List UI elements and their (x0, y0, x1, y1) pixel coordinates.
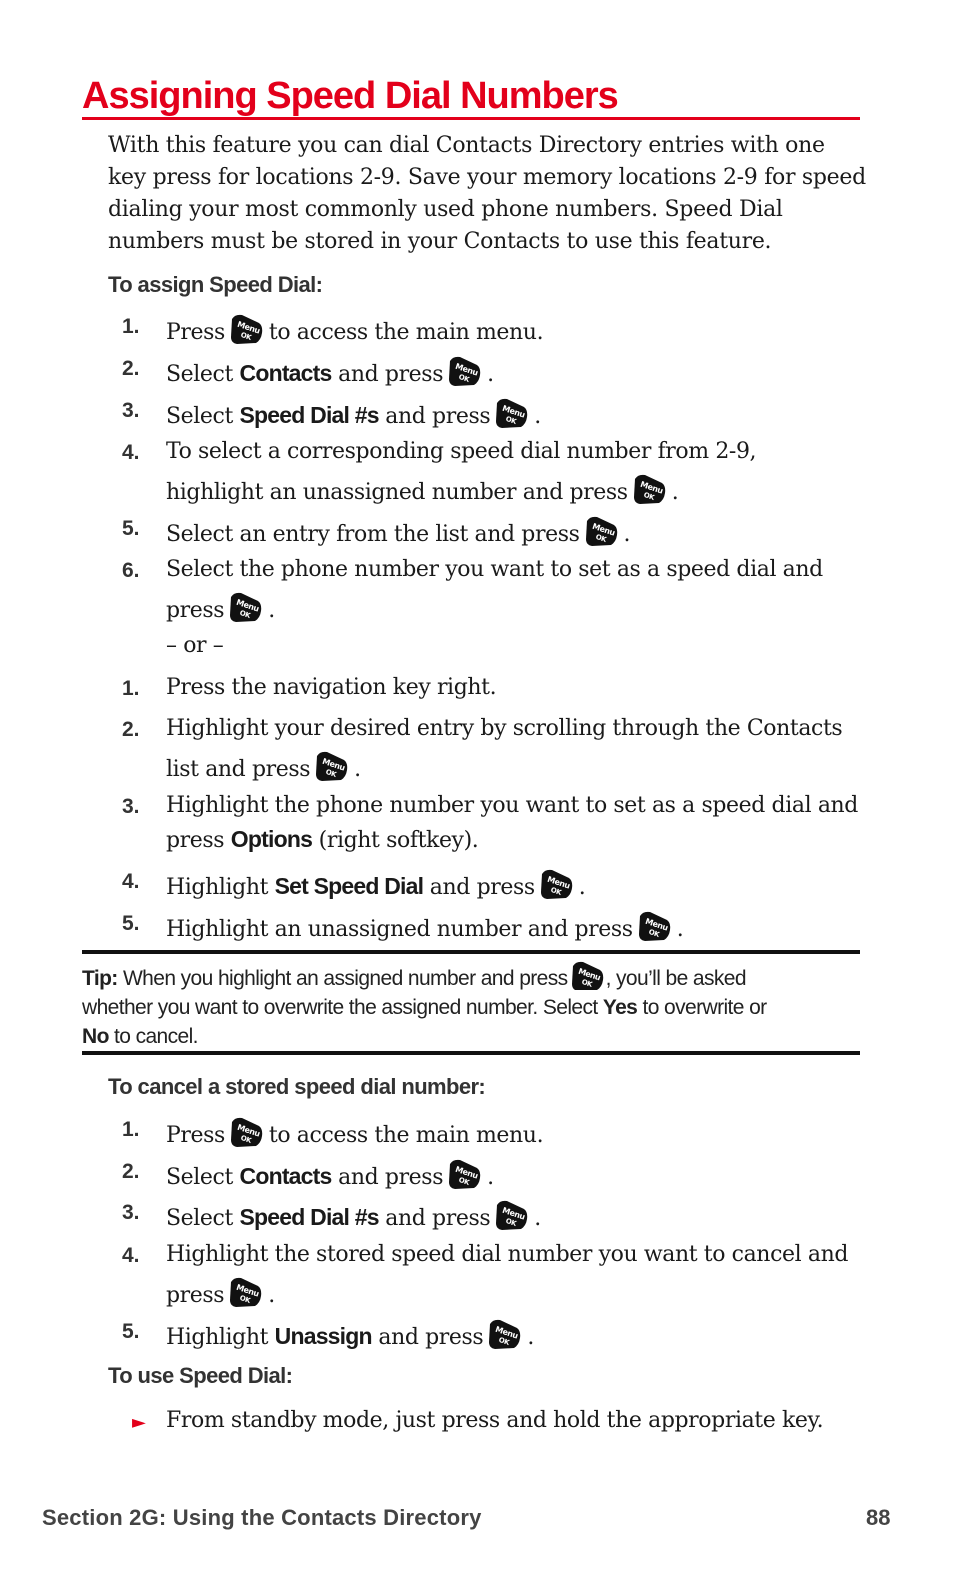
alt-step-3-line1: Highlight the phone number you want to set as a speed dial and (166, 793, 858, 818)
assign-step-4-line1: To select a corresponding speed dial number from 2-9, (166, 439, 757, 464)
assign-step-3: Select Speed Dial #s and press . (166, 397, 541, 429)
step-number: 5. (122, 912, 140, 935)
step-number: 3. (122, 399, 140, 422)
step-number: 4. (122, 441, 140, 464)
step-number: 3. (122, 1201, 140, 1224)
menu-ok-key-icon (487, 1318, 523, 1350)
menu-ok-key-icon (229, 313, 265, 345)
alt-step-4: Highlight Set Speed Dial and press . (166, 868, 585, 900)
page-title: Assigning Speed Dial Numbers (82, 75, 618, 117)
cancel-step-1: Press to access the main menu. (166, 1116, 543, 1148)
page-number: 88 (866, 1505, 891, 1530)
menu-ok-key-icon (539, 868, 575, 900)
assign-step-5: Select an entry from the list and press . (166, 515, 630, 547)
tip-line-2: whether you want to overwrite the assigned number. Select Yes to overwrite or (82, 996, 767, 1019)
menu-ok-key-icon (229, 1116, 265, 1148)
alt-step-2-line1: Highlight your desired entry by scrolling through the Contacts (166, 716, 843, 741)
intro-line: key press for locations 2-9. Save your memory locations 2-9 for speed (108, 165, 866, 190)
intro-line: dialing your most commonly used phone numbers. Speed Dial (108, 197, 783, 222)
intro-paragraph (108, 130, 866, 258)
bullet-arrow-icon: ► (132, 1412, 146, 1433)
step-number: 2. (122, 357, 140, 380)
menu-ok-key-icon (570, 960, 604, 990)
menu-ok-key-icon (228, 1276, 264, 1308)
cancel-step-4-line2: press . (166, 1276, 275, 1308)
step-number: 4. (122, 870, 140, 893)
cancel-step-4-line1: Highlight the stored speed dial number you want to cancel and (166, 1242, 849, 1267)
assign-step-6-line1: Select the phone number you want to set as a speed dial and (166, 557, 823, 582)
assign-step-1: Press to access the main menu. (166, 313, 543, 345)
tip-line-1: Tip: When you highlight an assigned number and press , you’ll be asked (82, 960, 860, 993)
tip-bottom-rule (82, 1051, 860, 1055)
tip-line-3: No to cancel. (82, 1025, 198, 1048)
assign-step-2: Select Contacts and press . (166, 355, 494, 387)
title-underline (82, 117, 860, 120)
menu-ok-key-icon (637, 910, 673, 942)
step-number: 5. (122, 1320, 140, 1343)
tip-top-rule (82, 950, 860, 954)
cancel-step-2: Select Contacts and press . (166, 1158, 494, 1190)
cancel-step-5: Highlight Unassign and press . (166, 1318, 534, 1350)
intro-line: With this feature you can dial Contacts Directory entries with one (108, 133, 825, 158)
alt-step-2-line2: list and press . (166, 750, 361, 782)
menu-ok-key-icon (447, 355, 483, 387)
menu-ok-key-icon (494, 1199, 530, 1231)
step-number: 3. (122, 795, 140, 818)
or-separator: – or – (166, 633, 224, 658)
assign-heading: To assign Speed Dial: (108, 272, 323, 297)
alt-step-3-line2: press Options (right softkey). (166, 826, 479, 853)
tip-box (82, 960, 860, 1051)
use-heading: To use Speed Dial: (108, 1363, 293, 1388)
footer-section-title: Section 2G: Using the Contacts Directory (42, 1505, 482, 1530)
intro-line: numbers must be stored in your Contacts to use this feature. (108, 229, 772, 254)
assign-step-6-line2: press . (166, 591, 275, 623)
step-number: 5. (122, 517, 140, 540)
step-number: 1. (122, 315, 140, 338)
use-bullet-text: From standby mode, just press and hold the appropriate key. (166, 1408, 824, 1433)
step-number: 1. (122, 1118, 140, 1141)
menu-ok-key-icon (228, 591, 264, 623)
cancel-heading: To cancel a stored speed dial number: (108, 1074, 486, 1099)
step-number: 4. (122, 1244, 140, 1267)
step-number: 6. (122, 559, 140, 582)
step-number: 1. (122, 677, 140, 700)
menu-ok-key-icon (447, 1158, 483, 1190)
menu-ok-key-icon (314, 750, 350, 782)
step-number: 2. (122, 1160, 140, 1183)
alt-step-1: Press the navigation key right. (166, 675, 497, 700)
cancel-step-3: Select Speed Dial #s and press . (166, 1199, 541, 1231)
menu-ok-key-icon (494, 397, 530, 429)
menu-ok-key-icon (632, 473, 668, 505)
step-number: 2. (122, 718, 140, 741)
menu-ok-key-icon (584, 515, 620, 547)
assign-step-4-line2: highlight an unassigned number and press . (166, 473, 678, 505)
alt-step-5: Highlight an unassigned number and press . (166, 910, 683, 942)
